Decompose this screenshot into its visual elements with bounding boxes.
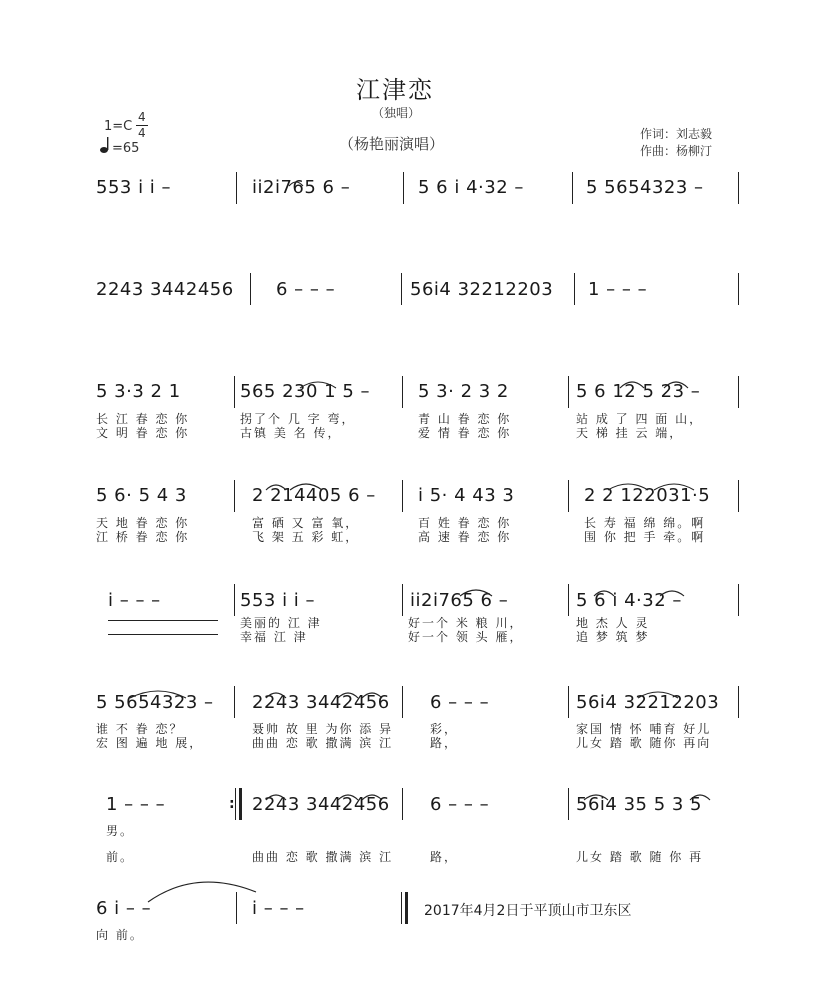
- measure: 6 i – –: [96, 898, 152, 919]
- measure: 1 – – –: [588, 279, 648, 300]
- slur-mark: [608, 484, 648, 490]
- lyric-line: 拐了个 几 字 弯，: [240, 412, 356, 426]
- lyric-line: 飞 架 五 彩 虹，: [252, 530, 360, 544]
- slur-mark: [584, 795, 608, 800]
- measure: 553 i i –: [240, 590, 316, 611]
- lyric-line: 青 山 眷 恋 你: [418, 412, 512, 426]
- lyric-line: 围 你 把 手 牵。啊: [584, 530, 706, 544]
- measure: i 5· 4 43 3: [418, 485, 515, 506]
- lyric-line: 长 江 春 恋 你: [96, 412, 190, 426]
- slur-mark: [289, 182, 303, 186]
- lyric-line: 富 硒 又 富 氧，: [252, 516, 360, 530]
- measure: i – – –: [108, 590, 161, 611]
- slur-mark: [362, 693, 382, 698]
- slur-mark: [620, 382, 644, 388]
- measure: 5 5654323 –: [586, 177, 704, 198]
- lyric-line: 天 地 眷 恋 你: [96, 516, 190, 530]
- lyric-line: 路，: [430, 736, 459, 750]
- lyric-line: 儿女 踏 歌 随你 再向: [576, 736, 712, 750]
- slur-mark: [654, 484, 694, 490]
- slur-mark: [300, 382, 336, 388]
- tempo-mark: =65: [112, 141, 140, 156]
- lyric-line: 聂帅 故 里 为你 添 异: [252, 722, 394, 736]
- composer-credit: 作曲：杨柳汀: [640, 144, 713, 158]
- slur-mark: [690, 795, 710, 800]
- lyric-line: 谁 不 眷 恋？: [96, 722, 184, 736]
- composition-date: 2017年4月2日于平顶山市卫东区: [424, 903, 632, 919]
- measure: 2243 3442456: [96, 279, 234, 300]
- lyric-line: 长 寿 福 绵 绵。啊: [584, 516, 706, 530]
- lyric-line: 文 明 眷 恋 你: [96, 426, 190, 440]
- measure: 5 6 i 4·32 –: [418, 177, 524, 198]
- slur-mark: [290, 484, 322, 490]
- measure: ii2i765 6 –: [252, 177, 351, 198]
- slur-mark: [130, 691, 186, 698]
- lyric-line: 古镇 美 名 传，: [240, 426, 342, 440]
- slur-mark: [594, 591, 614, 596]
- slur-mark: [266, 693, 286, 698]
- measure: 56i4 32212203: [576, 692, 720, 713]
- measure: 5 6· 5 4 3: [96, 485, 187, 506]
- measure: ii2i765 6 –: [410, 590, 509, 611]
- measure: 2 2 122031·5: [584, 485, 711, 506]
- slur-mark: [460, 590, 492, 596]
- lyric-line: 向 前。: [96, 928, 144, 942]
- lyric-line: 天 梯 挂 云 端，: [576, 426, 684, 440]
- lyric-line: 家国 情 怀 哺育 好儿: [576, 722, 712, 736]
- measure: 56i4 35 5 3 5: [576, 794, 703, 815]
- lyric-line: 儿女 踏 歌 随 你 再: [576, 850, 704, 864]
- lyric-line: 幸福 江 津: [240, 630, 308, 644]
- slur-mark: [338, 795, 358, 800]
- measure: 5 3· 2 3 2: [418, 381, 509, 402]
- measure: 5 3·3 2 1: [96, 381, 181, 402]
- measure: 6 – – –: [276, 279, 336, 300]
- measure: i – – –: [252, 898, 305, 919]
- song-subtitle: （独唱）: [372, 106, 421, 120]
- measure: 553 i i –: [96, 177, 172, 198]
- lyric-line: 宏 图 遍 地 展，: [96, 736, 204, 750]
- slur-mark: [638, 692, 678, 698]
- lyric-line: 追 梦 筑 梦: [576, 630, 650, 644]
- measure: 6 – – –: [430, 692, 490, 713]
- lyric-line: 男。: [106, 824, 135, 838]
- lyric-line: 前。: [106, 850, 135, 864]
- lyric-line: 美丽的 江 津: [240, 616, 322, 630]
- lyric-line: 高 速 眷 恋 你: [418, 530, 512, 544]
- measure: 6 – – –: [430, 794, 490, 815]
- measure: 2243 3442456: [252, 794, 390, 815]
- lyric-line: 曲曲 恋 歌 撒满 滨 江: [252, 736, 394, 750]
- measure: 2243 3442456: [252, 692, 390, 713]
- measure: 5 6 i 4·32 –: [576, 590, 682, 611]
- slur-mark: [660, 591, 684, 596]
- time-signature-bottom: 4: [138, 126, 146, 140]
- lyric-line: 地 杰 人 灵: [576, 616, 650, 630]
- slur-mark: [362, 795, 382, 800]
- measure: 1 – – –: [106, 794, 166, 815]
- time-signature-top: 4: [138, 110, 146, 124]
- slur-mark: [338, 693, 358, 698]
- measure: 2 214405 6 –: [252, 485, 376, 506]
- measure: 5 6 12 5 23 –: [576, 381, 701, 402]
- lyric-line: 曲曲 恋 歌 撒满 滨 江: [252, 850, 394, 864]
- performer: （杨艳丽演唱）: [339, 135, 445, 153]
- lyric-line: 好一个 米 粮 川，: [408, 616, 524, 630]
- slur-mark: [148, 882, 256, 902]
- lyric-line: 彩，: [430, 722, 459, 736]
- slur-mark: [266, 795, 286, 800]
- measure: 565 230 1 5 –: [240, 381, 371, 402]
- measure: 5 5654323 –: [96, 692, 214, 713]
- slur-mark: [266, 485, 286, 490]
- repeat-dots: :: [229, 796, 235, 812]
- lyric-line: 百 姓 眷 恋 你: [418, 516, 512, 530]
- lyric-line: 爱 情 眷 恋 你: [418, 426, 512, 440]
- lyric-line: 江 桥 眷 恋 你: [96, 530, 190, 544]
- song-title: 江津恋: [356, 76, 434, 104]
- slur-mark: [664, 382, 688, 388]
- lyricist-credit: 作词：刘志毅: [640, 127, 713, 141]
- key-signature: 1=C: [104, 119, 133, 134]
- measure: 56i4 32212203: [410, 279, 554, 300]
- lyric-line: 路，: [430, 850, 459, 864]
- lyric-line: 站 成 了 四 面 山，: [576, 412, 704, 426]
- lyric-line: 好一个 领 头 雁，: [408, 630, 524, 644]
